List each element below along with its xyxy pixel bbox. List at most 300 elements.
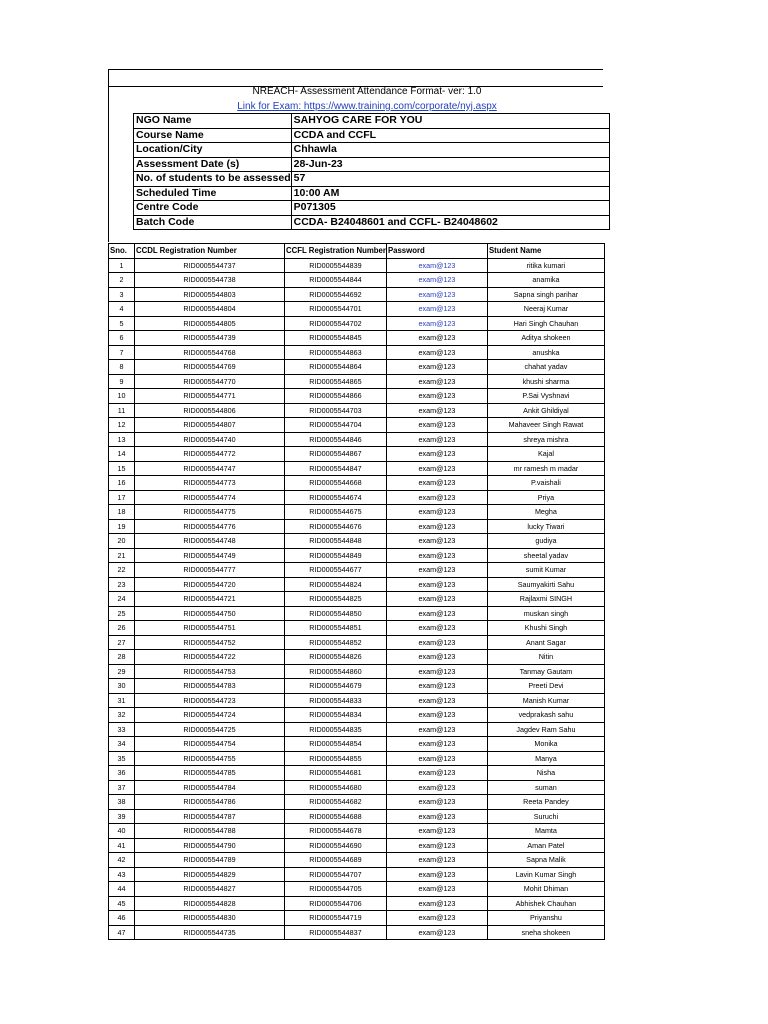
cell-ccdl-reg: RID0005544830: [135, 911, 285, 926]
cell-sno: 9: [109, 374, 135, 389]
cell-student-name: Preeti Devi: [487, 679, 604, 694]
cell-password: exam@123: [386, 476, 487, 491]
cell-password: exam@123: [386, 345, 487, 360]
cell-password: exam@123: [386, 766, 487, 781]
cell-sno: 8: [109, 360, 135, 375]
table-row: [109, 911, 605, 926]
cell-sno: 17: [109, 490, 135, 505]
cell-ccdl-reg: RID0005544787: [135, 809, 285, 824]
cell-password: exam@123: [386, 490, 487, 505]
cell-ccfl-reg: RID0005544844: [285, 273, 387, 288]
table-row: [109, 519, 605, 534]
cell-sno: 22: [109, 563, 135, 578]
cell-password: exam@123: [386, 432, 487, 447]
col-header-student-name: Student Name: [487, 244, 604, 259]
info-value: CCDA and CCFL: [291, 128, 609, 143]
cell-ccfl-reg: RID0005544837: [285, 925, 387, 940]
cell-ccfl-reg: RID0005544707: [285, 867, 387, 882]
cell-ccdl-reg: RID0005544723: [135, 693, 285, 708]
cell-student-name: Priyanshu: [487, 911, 604, 926]
cell-student-name: Manya: [487, 751, 604, 766]
cell-student-name: Ankit Ghildiyal: [487, 403, 604, 418]
table-row: [109, 592, 605, 607]
cell-ccfl-reg: RID0005544674: [285, 490, 387, 505]
cell-sno: 39: [109, 809, 135, 824]
cell-sno: 19: [109, 519, 135, 534]
cell-ccdl-reg: RID0005544747: [135, 461, 285, 476]
cell-sno: 15: [109, 461, 135, 476]
table-row: [109, 447, 605, 462]
cell-ccdl-reg: RID0005544785: [135, 766, 285, 781]
table-row: [109, 853, 605, 868]
cell-password: exam@123: [386, 592, 487, 607]
cell-sno: 44: [109, 882, 135, 897]
cell-ccfl-reg: RID0005544825: [285, 592, 387, 607]
cell-sno: 5: [109, 316, 135, 331]
cell-student-name: chahat yadav: [487, 360, 604, 375]
cell-ccfl-reg: RID0005544704: [285, 418, 387, 433]
cell-password: exam@123: [386, 374, 487, 389]
cell-student-name: Suruchi: [487, 809, 604, 824]
cell-ccdl-reg: RID0005544725: [135, 722, 285, 737]
cell-student-name: anushka: [487, 345, 604, 360]
cell-password: exam@123: [386, 389, 487, 404]
cell-sno: 3: [109, 287, 135, 302]
cell-password: exam@123: [386, 708, 487, 723]
info-label: Batch Code: [134, 215, 292, 230]
cell-student-name: muskan singh: [487, 606, 604, 621]
cell-sno: 41: [109, 838, 135, 853]
cell-password: exam@123: [386, 693, 487, 708]
cell-sno: 4: [109, 302, 135, 317]
sheet-left-border: [108, 85, 109, 242]
info-value: Chhawla: [291, 143, 609, 158]
cell-student-name: Sapna singh parihar: [487, 287, 604, 302]
cell-sno: 29: [109, 664, 135, 679]
info-label: Location/City: [134, 143, 292, 158]
cell-password: exam@123: [386, 925, 487, 940]
cell-sno: 16: [109, 476, 135, 491]
cell-ccdl-reg: RID0005544776: [135, 519, 285, 534]
cell-ccdl-reg: RID0005544789: [135, 853, 285, 868]
cell-ccfl-reg: RID0005544824: [285, 577, 387, 592]
cell-student-name: Priya: [487, 490, 604, 505]
cell-student-name: Rajlaxmi SINGH: [487, 592, 604, 607]
cell-password: exam@123: [386, 548, 487, 563]
cell-ccfl-reg: RID0005544860: [285, 664, 387, 679]
cell-ccdl-reg: RID0005544754: [135, 737, 285, 752]
cell-student-name: Abhishek Chauhan: [487, 896, 604, 911]
table-row: [109, 490, 605, 505]
cell-ccdl-reg: RID0005544748: [135, 534, 285, 549]
cell-ccfl-reg: RID0005544690: [285, 838, 387, 853]
cell-sno: 27: [109, 635, 135, 650]
cell-ccdl-reg: RID0005544788: [135, 824, 285, 839]
cell-ccdl-reg: RID0005544805: [135, 316, 285, 331]
cell-password: exam@123: [386, 838, 487, 853]
info-label: NGO Name: [134, 114, 292, 129]
cell-password: exam@123: [386, 461, 487, 476]
cell-sno: 32: [109, 708, 135, 723]
table-row: [109, 867, 605, 882]
info-row: [134, 186, 610, 201]
table-row: [109, 577, 605, 592]
table-row: [109, 896, 605, 911]
cell-password: exam@123: [386, 722, 487, 737]
table-row: [109, 273, 605, 288]
cell-student-name: Nisha: [487, 766, 604, 781]
cell-sno: 25: [109, 606, 135, 621]
info-label: Scheduled Time: [134, 186, 292, 201]
info-row: [134, 114, 610, 129]
info-value: 10:00 AM: [291, 186, 609, 201]
info-label: Assessment Date (s): [134, 157, 292, 172]
table-row: [109, 838, 605, 853]
cell-ccdl-reg: RID0005544828: [135, 896, 285, 911]
table-row: [109, 664, 605, 679]
attendance-header-row: [109, 244, 605, 259]
cell-sno: 21: [109, 548, 135, 563]
cell-student-name: Saumyakirti Sahu: [487, 577, 604, 592]
table-row: [109, 432, 605, 447]
cell-ccdl-reg: RID0005544735: [135, 925, 285, 940]
cell-ccfl-reg: RID0005544847: [285, 461, 387, 476]
cell-ccfl-reg: RID0005544865: [285, 374, 387, 389]
cell-sno: 47: [109, 925, 135, 940]
cell-student-name: Khushi Singh: [487, 621, 604, 636]
cell-ccfl-reg: RID0005544867: [285, 447, 387, 462]
cell-ccdl-reg: RID0005544807: [135, 418, 285, 433]
cell-ccfl-reg: RID0005544682: [285, 795, 387, 810]
cell-ccfl-reg: RID0005544703: [285, 403, 387, 418]
cell-student-name: Neeraj Kumar: [487, 302, 604, 317]
table-row: [109, 824, 605, 839]
cell-ccdl-reg: RID0005544740: [135, 432, 285, 447]
cell-sno: 26: [109, 621, 135, 636]
cell-student-name: sneha shokeen: [487, 925, 604, 940]
table-row: [109, 606, 605, 621]
cell-ccfl-reg: RID0005544866: [285, 389, 387, 404]
cell-sno: 45: [109, 896, 135, 911]
cell-ccfl-reg: RID0005544833: [285, 693, 387, 708]
cell-sno: 24: [109, 592, 135, 607]
info-value: P071305: [291, 201, 609, 216]
cell-sno: 6: [109, 331, 135, 346]
table-row: [109, 679, 605, 694]
cell-sno: 14: [109, 447, 135, 462]
cell-sno: 28: [109, 650, 135, 665]
cell-sno: 12: [109, 418, 135, 433]
table-row: [109, 751, 605, 766]
cell-ccdl-reg: RID0005544768: [135, 345, 285, 360]
table-row: [109, 331, 605, 346]
cell-ccdl-reg: RID0005544755: [135, 751, 285, 766]
info-row: [134, 143, 610, 158]
cell-ccfl-reg: RID0005544675: [285, 505, 387, 520]
cell-ccdl-reg: RID0005544773: [135, 476, 285, 491]
table-row: [109, 418, 605, 433]
cell-ccdl-reg: RID0005544803: [135, 287, 285, 302]
cell-ccfl-reg: RID0005544676: [285, 519, 387, 534]
cell-password: exam@123: [386, 896, 487, 911]
cell-ccfl-reg: RID0005544688: [285, 809, 387, 824]
info-row: [134, 201, 610, 216]
cell-ccdl-reg: RID0005544753: [135, 664, 285, 679]
cell-ccfl-reg: RID0005544702: [285, 316, 387, 331]
col-header-password: Password: [386, 244, 487, 259]
cell-student-name: Sapna Malik: [487, 853, 604, 868]
cell-student-name: sumit Kumar: [487, 563, 604, 578]
cell-ccfl-reg: RID0005544852: [285, 635, 387, 650]
table-row: [109, 882, 605, 897]
cell-password: exam@123: [386, 563, 487, 578]
cell-ccfl-reg: RID0005544839: [285, 258, 387, 273]
cell-student-name: Lavin Kumar Singh: [487, 867, 604, 882]
table-row: [109, 461, 605, 476]
table-row: [109, 635, 605, 650]
cell-student-name: Aman Patel: [487, 838, 604, 853]
cell-ccdl-reg: RID0005544737: [135, 258, 285, 273]
cell-student-name: Aditya shokeen: [487, 331, 604, 346]
cell-password: exam@123: [386, 853, 487, 868]
cell-student-name: Manish Kumar: [487, 693, 604, 708]
table-row: [109, 534, 605, 549]
cell-student-name: Megha: [487, 505, 604, 520]
cell-ccfl-reg: RID0005544719: [285, 911, 387, 926]
cell-sno: 1: [109, 258, 135, 273]
cell-ccfl-reg: RID0005544689: [285, 853, 387, 868]
cell-ccdl-reg: RID0005544804: [135, 302, 285, 317]
table-row: [109, 316, 605, 331]
cell-password: exam@123: [386, 621, 487, 636]
cell-ccdl-reg: RID0005544786: [135, 795, 285, 810]
cell-ccfl-reg: RID0005544864: [285, 360, 387, 375]
cell-ccdl-reg: RID0005544752: [135, 635, 285, 650]
cell-password: exam@123: [386, 606, 487, 621]
cell-password: exam@123: [386, 577, 487, 592]
cell-password: exam@123: [386, 331, 487, 346]
cell-password: exam@123: [386, 737, 487, 752]
cell-password: exam@123: [386, 679, 487, 694]
cell-password: exam@123: [386, 505, 487, 520]
cell-password[interactable]: exam@123: [386, 316, 487, 331]
cell-ccfl-reg: RID0005544855: [285, 751, 387, 766]
cell-ccdl-reg: RID0005544772: [135, 447, 285, 462]
cell-student-name: Monika: [487, 737, 604, 752]
cell-ccfl-reg: RID0005544849: [285, 548, 387, 563]
cell-student-name: Kajal: [487, 447, 604, 462]
info-label: Course Name: [134, 128, 292, 143]
info-value: 57: [291, 172, 609, 187]
cell-student-name: khushi sharma: [487, 374, 604, 389]
cell-sno: 43: [109, 867, 135, 882]
cell-password: exam@123: [386, 780, 487, 795]
cell-ccfl-reg: RID0005544678: [285, 824, 387, 839]
cell-password[interactable]: exam@123: [386, 287, 487, 302]
info-row: [134, 157, 610, 172]
cell-ccdl-reg: RID0005544720: [135, 577, 285, 592]
cell-ccdl-reg: RID0005544721: [135, 592, 285, 607]
table-row: [109, 548, 605, 563]
cell-ccdl-reg: RID0005544771: [135, 389, 285, 404]
cell-ccdl-reg: RID0005544783: [135, 679, 285, 694]
cell-student-name: ritika kumari: [487, 258, 604, 273]
cell-password: exam@123: [386, 751, 487, 766]
table-row: [109, 374, 605, 389]
cell-password: exam@123: [386, 650, 487, 665]
cell-password: exam@123: [386, 447, 487, 462]
cell-ccfl-reg: RID0005544846: [285, 432, 387, 447]
table-row: [109, 650, 605, 665]
cell-student-name: shreya mishra: [487, 432, 604, 447]
table-row: [109, 287, 605, 302]
table-row: [109, 389, 605, 404]
cell-ccdl-reg: RID0005544751: [135, 621, 285, 636]
cell-password[interactable]: exam@123: [386, 302, 487, 317]
cell-password: exam@123: [386, 519, 487, 534]
cell-password: exam@123: [386, 809, 487, 824]
cell-ccdl-reg: RID0005544827: [135, 882, 285, 897]
info-row: [134, 215, 610, 230]
cell-password: exam@123: [386, 911, 487, 926]
cell-password[interactable]: exam@123: [386, 258, 487, 273]
info-row: [134, 172, 610, 187]
cell-student-name: Reeta Pandey: [487, 795, 604, 810]
cell-ccfl-reg: RID0005544705: [285, 882, 387, 897]
cell-sno: 18: [109, 505, 135, 520]
cell-password: exam@123: [386, 867, 487, 882]
cell-student-name: Tanmay Gautam: [487, 664, 604, 679]
cell-sno: 40: [109, 824, 135, 839]
cell-ccdl-reg: RID0005544777: [135, 563, 285, 578]
cell-ccfl-reg: RID0005544854: [285, 737, 387, 752]
cell-sno: 10: [109, 389, 135, 404]
table-row: [109, 708, 605, 723]
cell-student-name: suman: [487, 780, 604, 795]
table-row: [109, 795, 605, 810]
col-header-ccdl: CCDL Registration Number: [135, 244, 285, 259]
cell-sno: 38: [109, 795, 135, 810]
cell-ccdl-reg: RID0005544769: [135, 360, 285, 375]
table-row: [109, 621, 605, 636]
cell-password: exam@123: [386, 882, 487, 897]
exam-link[interactable]: Link for Exam: https://www.training.com/corporate/nyj.aspx: [237, 101, 497, 112]
table-row: [109, 722, 605, 737]
table-row: [109, 345, 605, 360]
cell-ccfl-reg: RID0005544826: [285, 650, 387, 665]
table-row: [109, 360, 605, 375]
cell-student-name: Mohit Dhiman: [487, 882, 604, 897]
info-value: 28-Jun-23: [291, 157, 609, 172]
table-row: [109, 476, 605, 491]
cell-ccfl-reg: RID0005544681: [285, 766, 387, 781]
cell-student-name: gudiya: [487, 534, 604, 549]
table-row: [109, 737, 605, 752]
cell-student-name: P.vaishali: [487, 476, 604, 491]
cell-student-name: vedprakash sahu: [487, 708, 604, 723]
cell-sno: 13: [109, 432, 135, 447]
cell-student-name: mr ramesh m madar: [487, 461, 604, 476]
cell-ccdl-reg: RID0005544749: [135, 548, 285, 563]
info-row: [134, 128, 610, 143]
cell-ccdl-reg: RID0005544790: [135, 838, 285, 853]
cell-student-name: Nitin: [487, 650, 604, 665]
cell-password: exam@123: [386, 795, 487, 810]
cell-sno: 42: [109, 853, 135, 868]
cell-ccdl-reg: RID0005544774: [135, 490, 285, 505]
cell-sno: 30: [109, 679, 135, 694]
info-label: Centre Code: [134, 201, 292, 216]
cell-ccfl-reg: RID0005544848: [285, 534, 387, 549]
cell-ccfl-reg: RID0005544863: [285, 345, 387, 360]
cell-student-name: P.Sai Vyshnavi: [487, 389, 604, 404]
cell-student-name: lucky Tiwari: [487, 519, 604, 534]
table-row: [109, 809, 605, 824]
cell-ccdl-reg: RID0005544739: [135, 331, 285, 346]
cell-ccfl-reg: RID0005544692: [285, 287, 387, 302]
cell-password: exam@123: [386, 360, 487, 375]
cell-ccfl-reg: RID0005544680: [285, 780, 387, 795]
cell-password: exam@123: [386, 403, 487, 418]
cell-password[interactable]: exam@123: [386, 273, 487, 288]
info-value: SAHYOG CARE FOR YOU: [291, 114, 609, 129]
cell-password: exam@123: [386, 635, 487, 650]
table-row: [109, 302, 605, 317]
cell-ccdl-reg: RID0005544784: [135, 780, 285, 795]
cell-sno: 2: [109, 273, 135, 288]
cell-ccfl-reg: RID0005544679: [285, 679, 387, 694]
cell-password: exam@123: [386, 824, 487, 839]
cell-password: exam@123: [386, 534, 487, 549]
cell-ccdl-reg: RID0005544770: [135, 374, 285, 389]
cell-sno: 31: [109, 693, 135, 708]
cell-sno: 11: [109, 403, 135, 418]
cell-password: exam@123: [386, 664, 487, 679]
cell-student-name: Mamta: [487, 824, 604, 839]
table-row: [109, 766, 605, 781]
cell-student-name: Jagdev Ram Sahu: [487, 722, 604, 737]
table-row: [109, 693, 605, 708]
cell-ccfl-reg: RID0005544835: [285, 722, 387, 737]
info-value: CCDA- B24048601 and CCFL- B24048602: [291, 215, 609, 230]
cell-sno: 7: [109, 345, 135, 360]
cell-ccdl-reg: RID0005544724: [135, 708, 285, 723]
cell-ccdl-reg: RID0005544738: [135, 273, 285, 288]
cell-student-name: Hari Singh Chauhan: [487, 316, 604, 331]
cell-ccdl-reg: RID0005544829: [135, 867, 285, 882]
cell-ccfl-reg: RID0005544834: [285, 708, 387, 723]
attendance-table: [108, 243, 605, 940]
cell-student-name: Anant Sagar: [487, 635, 604, 650]
cell-sno: 23: [109, 577, 135, 592]
cell-ccdl-reg: RID0005544722: [135, 650, 285, 665]
cell-ccdl-reg: RID0005544750: [135, 606, 285, 621]
cell-student-name: sheetal yadav: [487, 548, 604, 563]
assessment-info-table: [133, 113, 610, 230]
table-row: [109, 563, 605, 578]
cell-ccfl-reg: RID0005544851: [285, 621, 387, 636]
cell-ccfl-reg: RID0005544706: [285, 896, 387, 911]
table-row: [109, 258, 605, 273]
table-row: [109, 925, 605, 940]
cell-sno: 37: [109, 780, 135, 795]
table-row: [109, 505, 605, 520]
table-row: [109, 780, 605, 795]
cell-sno: 35: [109, 751, 135, 766]
cell-password: exam@123: [386, 418, 487, 433]
cell-sno: 33: [109, 722, 135, 737]
cell-sno: 20: [109, 534, 135, 549]
